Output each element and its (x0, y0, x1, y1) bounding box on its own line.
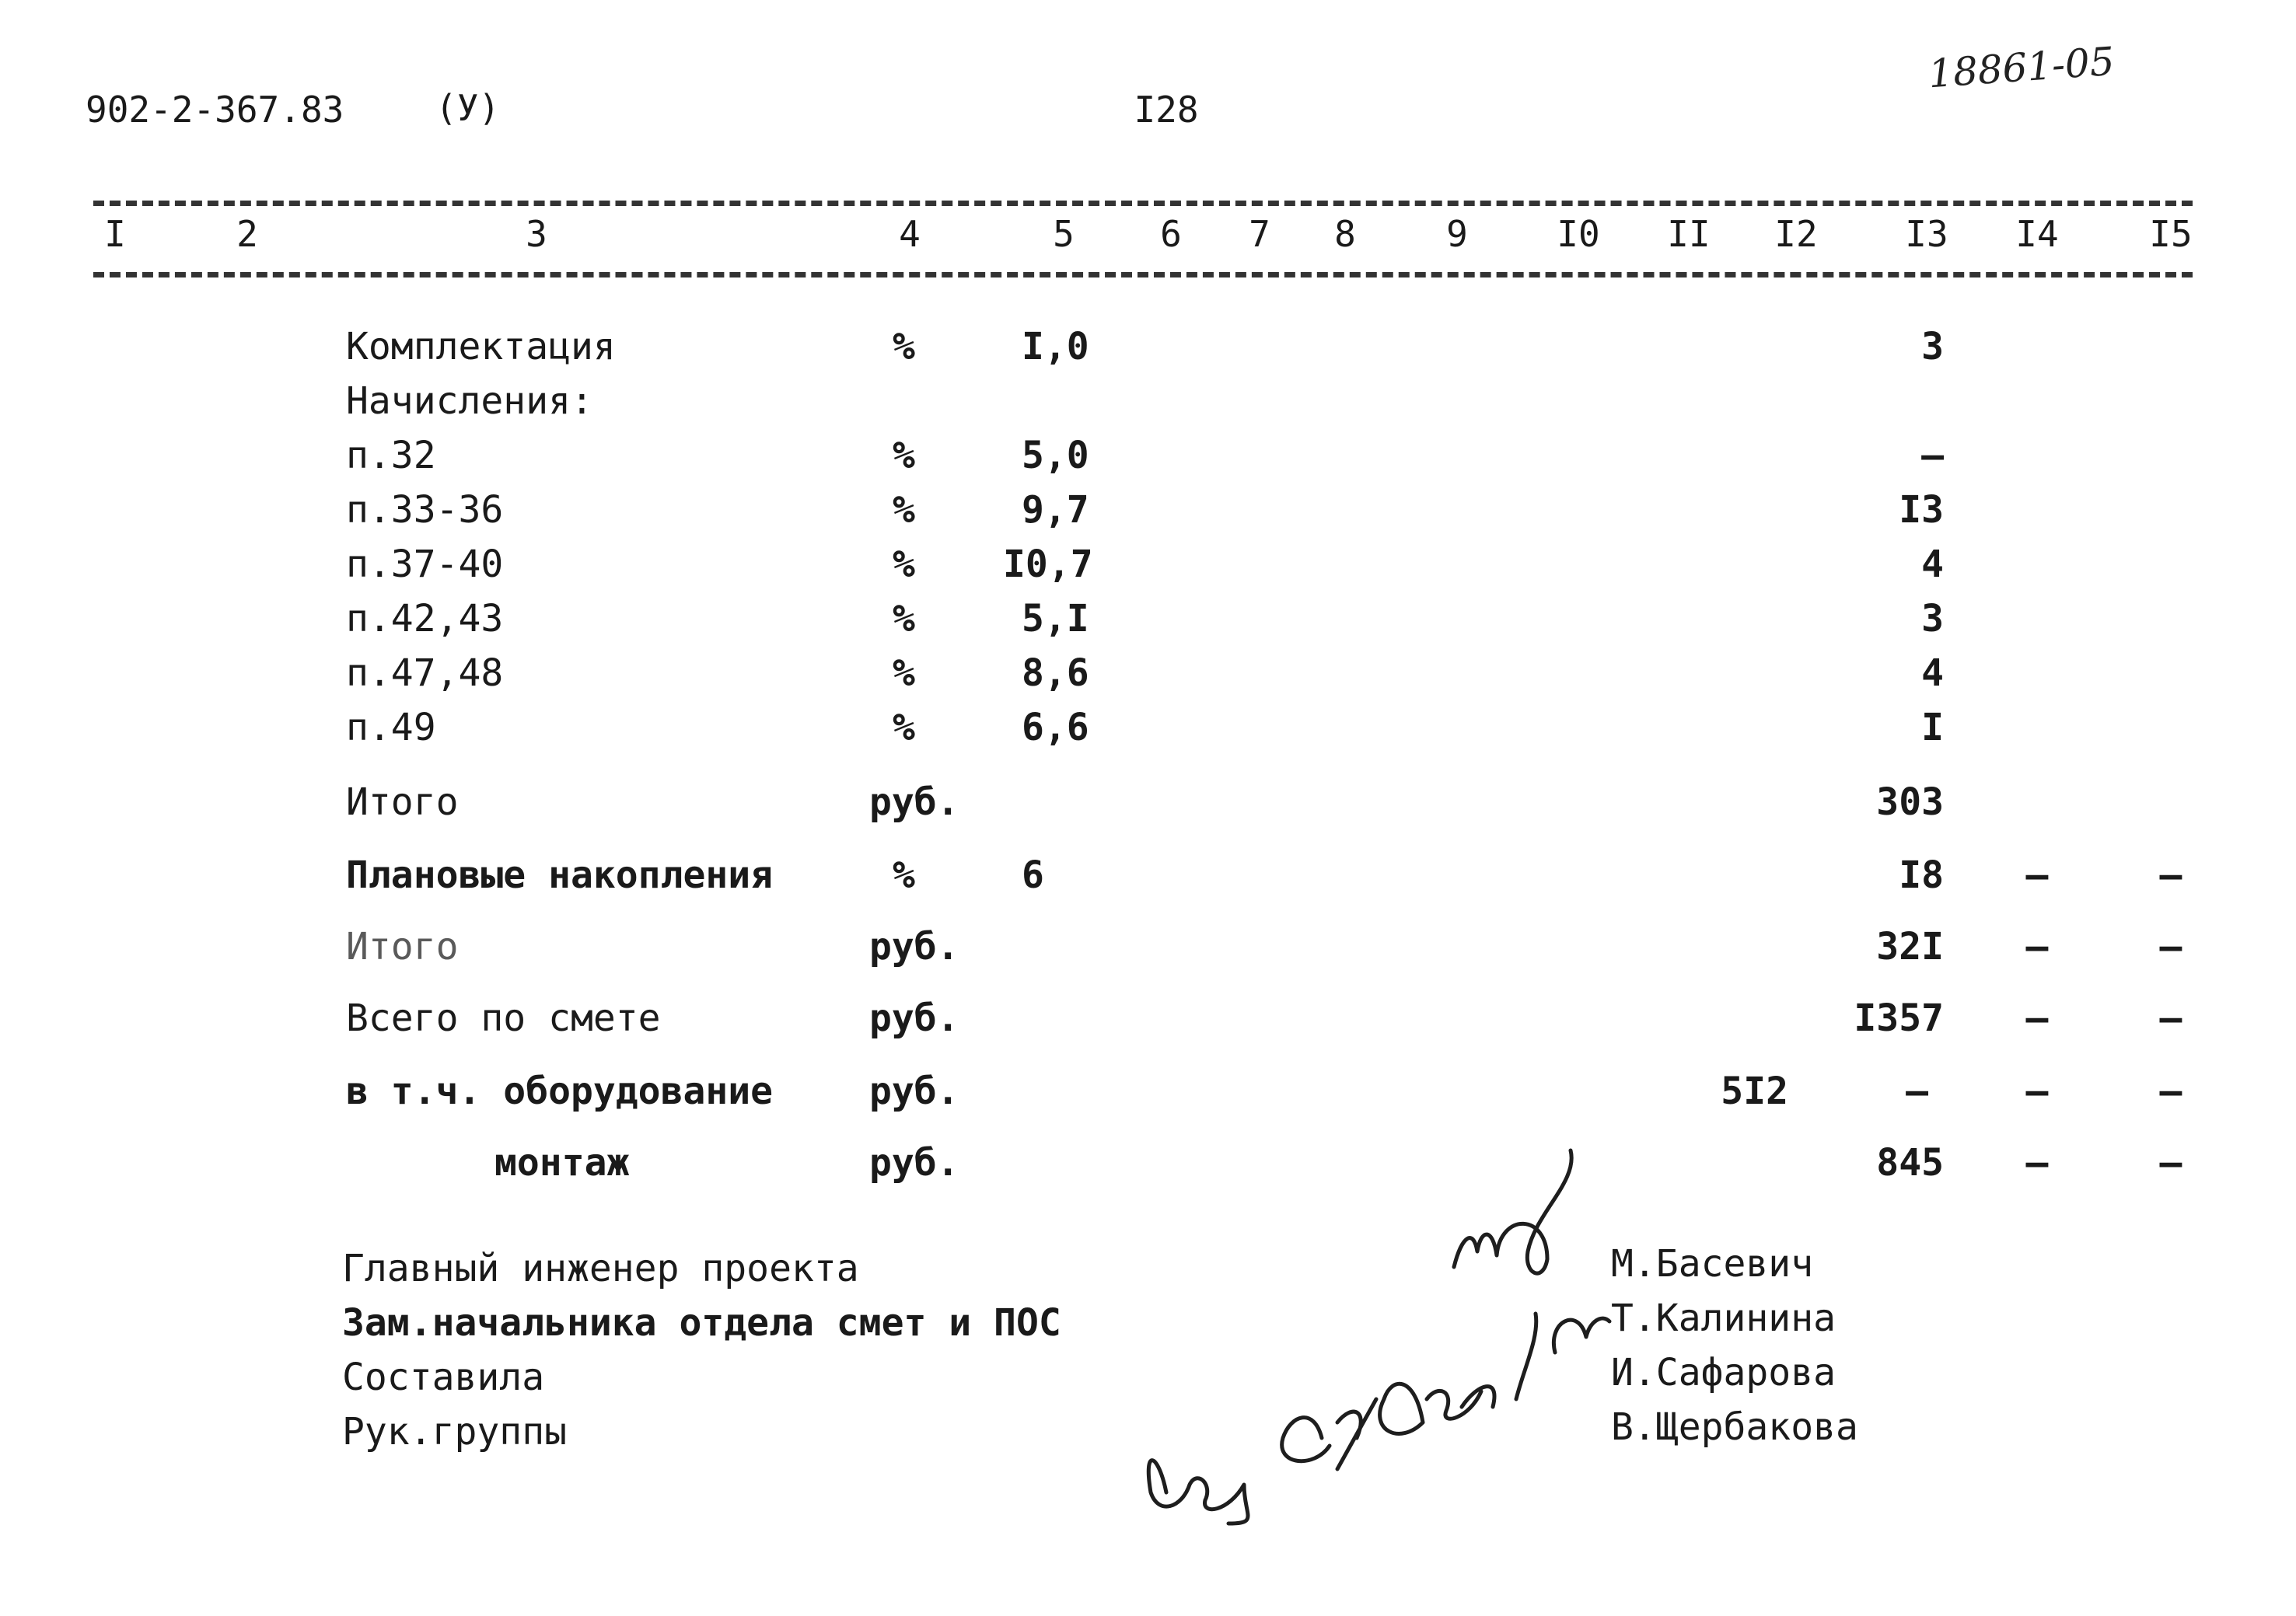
column-number: 6 (1160, 213, 1182, 255)
signer-role: Составила (342, 1356, 545, 1399)
item-name: Всего по смете (346, 996, 661, 1040)
item-rate: I,0 (1022, 325, 1089, 368)
signature-mark (1148, 1461, 1248, 1524)
column-number: 3 (526, 213, 547, 255)
item-rate: 8,6 (1022, 651, 1089, 695)
document-variant: (У) (435, 87, 501, 129)
item-unit: % (893, 597, 915, 640)
item-unit: % (893, 706, 915, 749)
col-13-value: – (1906, 1070, 1928, 1113)
column-number: I0 (1557, 213, 1600, 255)
item-unit: руб. (869, 780, 959, 824)
column-number: 8 (1334, 213, 1356, 255)
column-number: 5 (1053, 213, 1075, 255)
col-15-value: – (2159, 1070, 2182, 1113)
col-14-value: – (2025, 996, 2049, 1040)
item-name: п.42,43 (346, 597, 504, 640)
column-number: 4 (899, 213, 921, 255)
signer-name: И.Сафарова (1611, 1351, 1836, 1394)
col-13-value: 4 (1921, 543, 1944, 586)
signer-role: Рук.группы (342, 1410, 567, 1454)
col-14-value: – (2025, 853, 2049, 897)
signer-name: В.Щербакова (1611, 1405, 1858, 1449)
column-number: I (104, 213, 126, 255)
page-number: I28 (1134, 89, 1199, 131)
col-14-value: – (2025, 1070, 2049, 1113)
signature-mark (1282, 1399, 1376, 1469)
item-name: п.47,48 (346, 651, 504, 695)
item-name: в т.ч. оборудование (346, 1070, 774, 1113)
item-unit: % (893, 853, 915, 897)
signer-role: Главный инженер проекта (342, 1247, 859, 1290)
col-13-value: I8 (1899, 853, 1944, 897)
signer-name: Т.Калинина (1611, 1297, 1836, 1340)
col-13-value: 3 (1921, 597, 1944, 640)
signature-mark (1380, 1384, 1494, 1433)
item-unit: руб. (869, 925, 959, 969)
item-rate: 5,0 (1022, 434, 1089, 477)
signature-mark (1454, 1150, 1571, 1273)
col-15-value: – (2159, 853, 2182, 897)
column-number: I2 (1774, 213, 1818, 255)
column-number: II (1667, 213, 1711, 255)
col-13-value: 32I (1876, 925, 1944, 969)
item-rate: 5,I (1022, 597, 1089, 640)
signature-mark (1516, 1314, 1609, 1399)
col-13-value: 4 (1921, 651, 1944, 695)
column-number: 2 (236, 213, 258, 255)
col-15-value: – (2159, 996, 2182, 1040)
col-14-value: – (2025, 1141, 2049, 1185)
item-name: Итого (346, 780, 459, 824)
item-unit: руб. (869, 1141, 959, 1185)
item-name: п.32 (346, 434, 436, 477)
column-number: I5 (2149, 213, 2193, 255)
item-unit: руб. (869, 996, 959, 1040)
col-13-value: 3 (1921, 325, 1944, 368)
col-13-value: 303 (1876, 780, 1944, 824)
item-name: монтаж (494, 1141, 630, 1185)
item-unit: % (893, 488, 915, 532)
item-name: Плановые накопления (346, 853, 774, 897)
col-15-value: – (2159, 1141, 2182, 1185)
item-unit: руб. (869, 1070, 959, 1113)
item-name: п.33-36 (346, 488, 504, 532)
column-number: I4 (2015, 213, 2059, 255)
archive-stamp-number: 18861-05 (1927, 38, 2116, 97)
item-rate: I0,7 (1003, 543, 1093, 586)
item-name: Комплектация (346, 325, 616, 368)
item-name: п.37-40 (346, 543, 504, 586)
item-name: Начисления: (346, 379, 593, 423)
item-name: Итого (346, 925, 459, 969)
col-14-value: – (2025, 925, 2049, 969)
signer-name: М.Басевич (1611, 1242, 1814, 1286)
col-15-value: – (2159, 925, 2182, 969)
item-name: п.49 (346, 706, 436, 749)
col-13-value: 845 (1876, 1141, 1944, 1185)
column-number: I3 (1905, 213, 1948, 255)
col-12-value: 5I2 (1721, 1070, 1788, 1113)
column-number: 7 (1249, 213, 1270, 255)
item-unit: % (893, 651, 915, 695)
column-number: 9 (1446, 213, 1468, 255)
document-code: 902-2-367.83 (86, 89, 344, 131)
item-rate: 9,7 (1022, 488, 1089, 532)
item-unit: % (893, 434, 915, 477)
item-unit: % (893, 325, 915, 368)
col-13-value: – (1921, 434, 1944, 477)
item-unit: % (893, 543, 915, 586)
signer-role: Зам.начальника отдела смет и ПОС (342, 1301, 1061, 1345)
col-13-value: I3 (1899, 488, 1944, 532)
item-rate: 6,6 (1022, 706, 1089, 749)
col-13-value: I (1921, 706, 1944, 749)
col-13-value: I357 (1854, 996, 1944, 1040)
item-rate: 6 (1022, 853, 1044, 897)
